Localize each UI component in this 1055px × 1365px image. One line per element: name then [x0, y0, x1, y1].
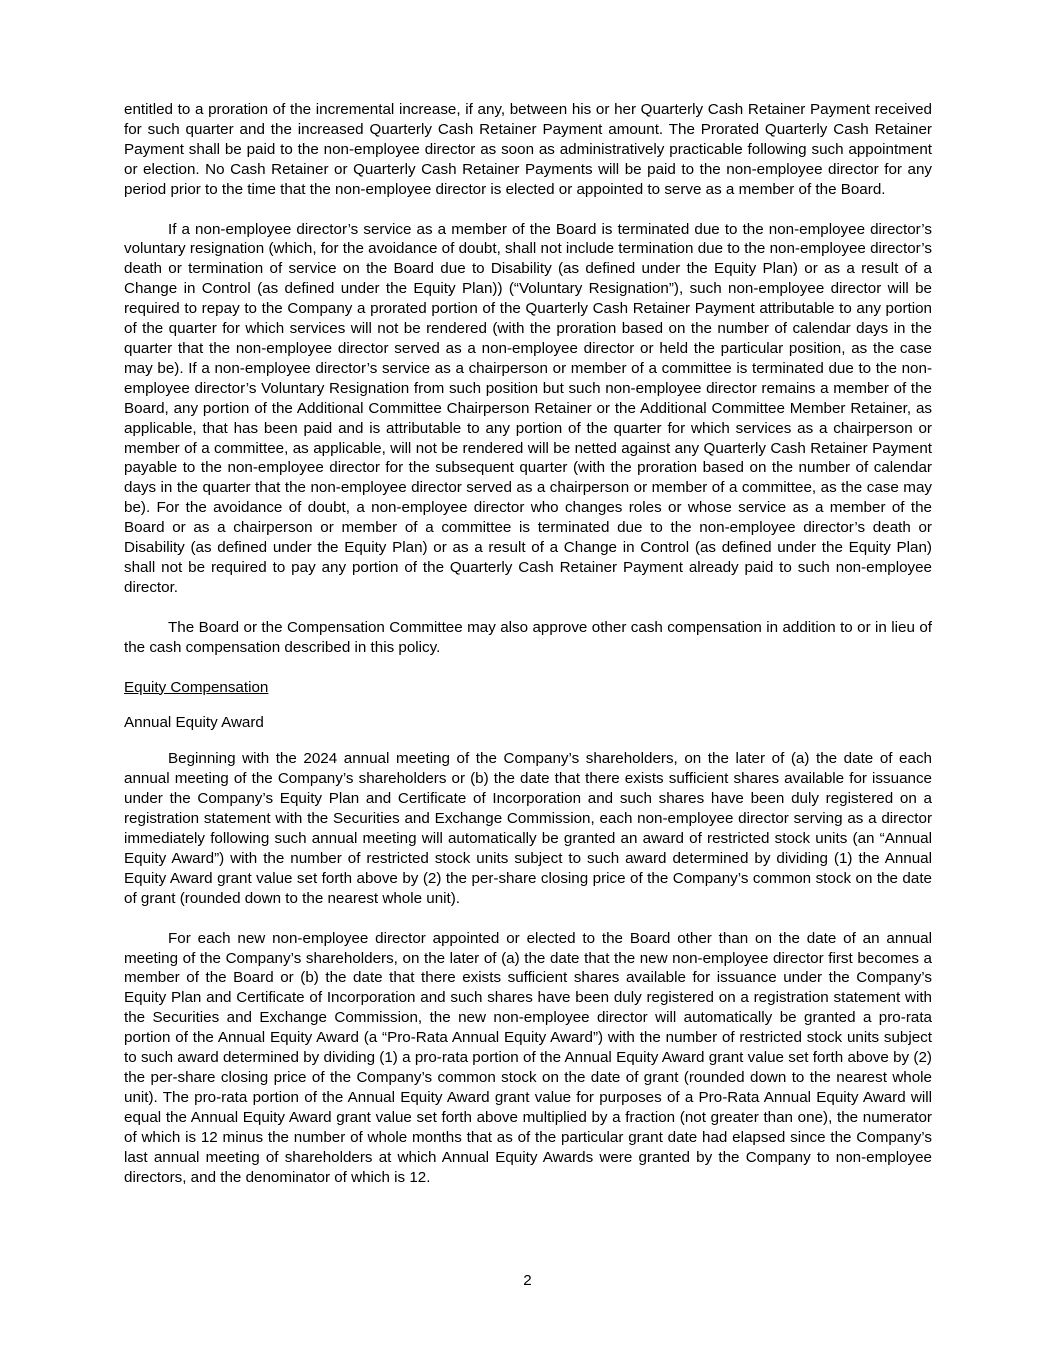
section-heading-equity-compensation: Equity Compensation — [124, 678, 269, 696]
paragraph-voluntary-resignation: If a non-employee director’s service as a member of the Board is terminated due to the non-employee director’s voluntary resignation (which, for the avoidance of doubt, shall not include termination due to the non-employee director’s death or termination of service on the Board due to Disability (as defined under the Equity Plan) or as a result of a Change in Control (as defined under the Equity Plan)) (“Voluntary Resignation”), such non-employee director will be required to repay to the Company a prorated portion of the Quarterly Cash Retainer Payment attributable to any portion of the quarter for which services will not be rendered (with the proration based on the number of calendar days in the quarter that the non-employee director served as a non-employee director or held the particular position, as the case may be). If a non-employee director’s service as a chairperson or member of a committee is terminated due to the non-employee director’s Voluntary Resignation from such position but such non-employee director remains a member of the Board, any portion of the Additional Committee Chairperson Retainer or the Additional Committee Member Retainer, as applicable, that has been paid and is attributable to any portion of the quarter for which services as a chairperson or member of a committee, as applicable, will not be rendered will be netted against any Quarterly Cash Retainer Payment payable to the non-employee director for the subsequent quarter (with the proration based on the number of calendar days in the quarter that the non-employee director served as a chairperson or member of a committee, as the case may be). For the avoidance of doubt, a non-employee director who changes roles or whose service as a member of the Board or as a chairperson or member of a committee is terminated due to the non-employee director’s death or Disability (as defined under the Equity Plan) or as a result of a Change in Control (as defined under the Equity Plan) shall not be required to pay any portion of the Quarterly Cash Retainer Payment already paid to such non-employee director. — [124, 220, 932, 596]
paragraph-pro-rata-award: For each new non-employee director appointed or elected to the Board other than on the date of an annual meeting of the Company’s shareholders, on the later of (a) the date that the new non-employee director first becomes a member of the Board or (b) the date that there exists sufficient shares available for issuance under the Company’s Equity Plan and Certificate of Incorporation and such shares have been duly registered on a registration statement with the Securities and Exchange Commission, the new non-employee director will automatically be granted a pro-rata portion of the Annual Equity Award (a “Pro-Rata Annual Equity Award”) with the number of restricted stock units subject to such award determined by dividing (1) a pro-rata portion of the Annual Equity Award grant value set forth above by (2) the per-share closing price of the Company’s common stock on the date of grant (rounded down to the nearest whole unit). The pro-rata portion of the Annual Equity Award grant value for purposes of a Pro-Rata Annual Equity Award will equal the Annual Equity Award grant value set forth above multiplied by a fraction (not greater than one), the numerator of which is 12 minus the number of whole months that as of the particular grant date had elapsed since the Company’s last annual meeting of shareholders at which Annual Equity Awards were granted by the Company to non-employee directors, and the denominator of which is 12. — [124, 929, 932, 1186]
paragraph-annual-equity-award: Beginning with the 2024 annual meeting of the Company’s shareholders, on the later of (a) the date of each annual meeting of the Company’s shareholders or (b) the date that there exists sufficient shares available for issuance under the Company’s Equity Plan and Certificate of Incorporation and such shares have been duly registered on a registration statement with the Securities and Exchange Commission, each non-employee director serving as a director immediately following such annual meeting will automatically be granted an award of restricted stock units (an “Annual Equity Award”) with the number of restricted stock units subject to such award determined by dividing (1) the Annual Equity Award grant value set forth above by (2) the per-share closing price of the Company’s common stock on the date of grant (rounded down to the nearest whole unit). — [124, 750, 932, 907]
paragraph-proration-continued: entitled to a proration of the incremental increase, if any, between his or her Quarterly Cash Retainer Payment received for such quarter and the increased Quarterly Cash Retainer Payment amount. The Prorated Quarterly Cash Retainer Payment shall be paid to the non-employee director as soon as administratively practicable following such appointment or election. No Cash Retainer or Quarterly Cash Retainer Payments will be paid to the non-employee director for any period prior to the time that the non-employee director is elected or appointed to serve as a member of the Board. — [124, 101, 932, 198]
subheading-annual-equity-award: Annual Equity Award — [124, 714, 264, 732]
document-page — [124, 100, 932, 1187]
page-number: 2 — [523, 1272, 532, 1289]
paragraph-other-cash-compensation: The Board or the Compensation Committee may also approve other cash compensation in addition to or in lieu of the cash compensation described in this policy. — [124, 618, 932, 656]
